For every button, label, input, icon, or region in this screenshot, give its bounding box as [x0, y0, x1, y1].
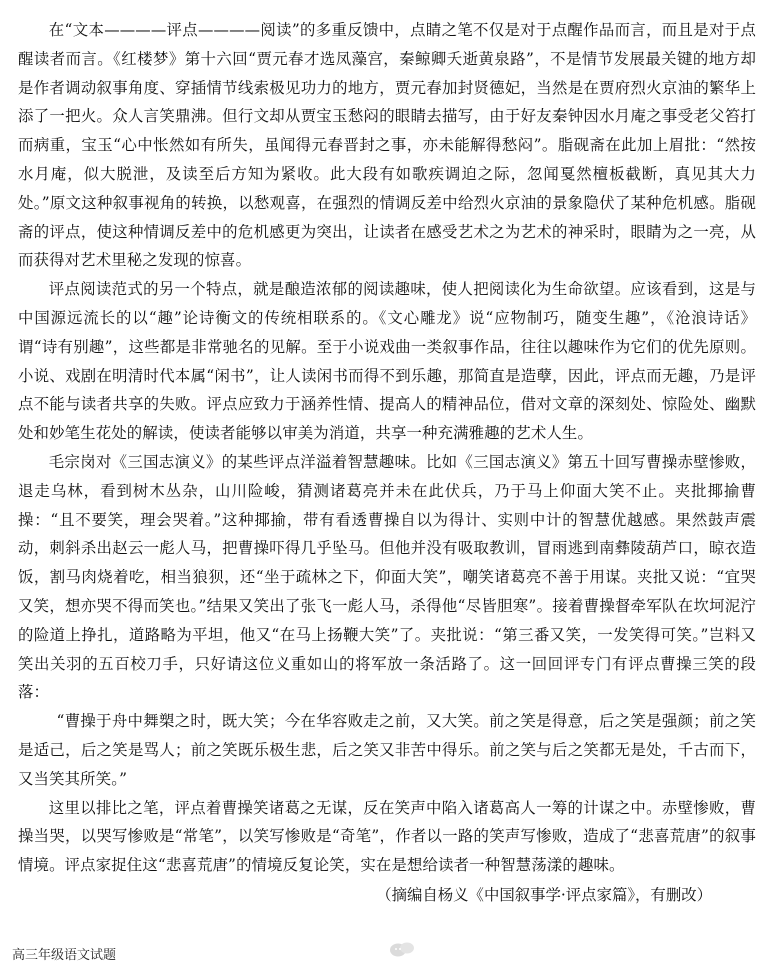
article — [18, 16, 756, 910]
page-footer: 高三年级语文试题 — [12, 948, 117, 963]
paragraph-1: 在“文本————评点————阅读”的多重反馈中，点睛之笔不仅是对于点醒作品而言，而且是对于点醒读者而言。《红楼梦》第十六回“贾元春才选凤藻宫，秦鲸卿夭逝黄泉路”，不是情节发展最关键的地方却是作者调动叙事角度、穿插情节线索极见功力的地方，贾元春加封贤德妃，当然是在贾府烈火京油的繁华上添了一把火。众人言笑鼎沸。但行文却从贾宝玉愁闷的眼睛去描写，由于好友秦钟因水月庵之事受老父笞打而病重，宝玉“心中怅然如有所失，虽闻得元春晋封之事，亦未能解得愁闷”。脂砚斋在此加上眉批：“然按水月庵，似大脱泄，及读至后方知为紧收。此大段有如歌疾调迫之际，忽闻戛然檀板截断，真见其大力处。”原文这种叙事视角的转换，以愁观喜，在强烈的情调反差中给烈火京油的景象隐伏了某种危机感。脂砚斋的评点，使这种情调反差中的危机感更为突出，让读者在感受艺术之为艺术的神采时，眼睛为之一亮，从而获得对艺术里秘之发现的惊喜。 — [18, 21, 756, 270]
paragraph-4: 这里以排比之笔，评点着曹操笑诸葛之无谋，反在笑声中陷入诸葛高人一筹的计谋之中。赤壁惨败，曹操当哭，以哭写惨败是“常笔”，以笑写惨败是“奇笔”，作者以一路的笑声写惨败，造成了“悲喜荒唐”的叙事情境。评点家捉住这“悲喜荒唐”的情境反复论笑，实在是想给读者一种智慧荡漾的趣味。 — [18, 798, 756, 875]
source-citation: （摘编自杨义《中国叙事学·评点家篇》，有删改） — [376, 885, 712, 904]
paragraph-2: 评点阅读范式的另一个特点，就是酿造浓郁的阅读趣味，使人把阅读化为生命欲望。应该看到，这是与中国源远流长的以“趣”论诗衡文的传统相联系的。《文心雕龙》说“应物制巧，随变生趣”，《沧浪诗话》谓“诗有别趣”，这些都是非常驰名的见解。至于小说戏曲一类叙事作品，往往以趣味作为它们的优先原则。小说、戏剧在明清时代本属“闲书”，让人读闲书而得不到乐趣，那简直是造孽，因此，评点而无趣，乃是评点不能与读者共享的失败。评点应致力于涵养性情、提高人的精神品位，借对文章的深刻处、惊险处、幽默处和妙笔生花处的解读，使读者能够以审美为消道，共享一种充满雅趣的艺术人生。 — [18, 280, 756, 443]
paragraph-3: 毛宗岗对《三国志演义》的某些评点洋溢着智慧趣味。比如《三国志演义》第五十回写曹操赤壁惨败，退走乌林，看到树木丛杂，山川险峻，猜测诸葛亮并未在此伏兵，乃于马上仰面大笑不止。夹批揶揄曹操：“且不要笑，理会哭着。”这种揶揄，带有看透曹操自以为得计、实则中计的智慧优越感。果然鼓声震动，刺斜杀出赵云一彪人马，把曹操吓得几乎坠马。但他并没有吸取教训，冒雨逃到南彝陵葫芦口，晾衣造饭，割马肉烧着吃，相当狼狈，还“坐于疏林之下，仰面大笑”，嘲笑诸葛亮不善于用谋。夹批又说：“宜哭又笑，想亦哭不得而笑也。”结果又笑出了张飞一彪人马，杀得他“尽皆胆寒”。接着曹操督牵军队在坎坷泥泞的险道上挣扎，道路略为平坦，他又“在马上扬鞭大笑”了。夹批说：“第三番又笑，一发笑得可笑。”岂料又笑出关羽的五百校刀手，只好请这位义重如山的将军放一条活路了。这一回回评专门有评点曹操三笑的段落： — [18, 452, 756, 702]
watermark-icon — [388, 940, 416, 958]
quoted-commentary: “曹操于舟中舞槊之时，既大笑；今在华容败走之前，又大笑。前之笑是得意，后之笑是强颜；前之笑是适己，后之笑是骂人；前之笑既乐极生悲，后之笑又非苦中得乐。前之笑与后之笑都无是处，千古而下，又当笑其所笑。” — [18, 712, 756, 788]
